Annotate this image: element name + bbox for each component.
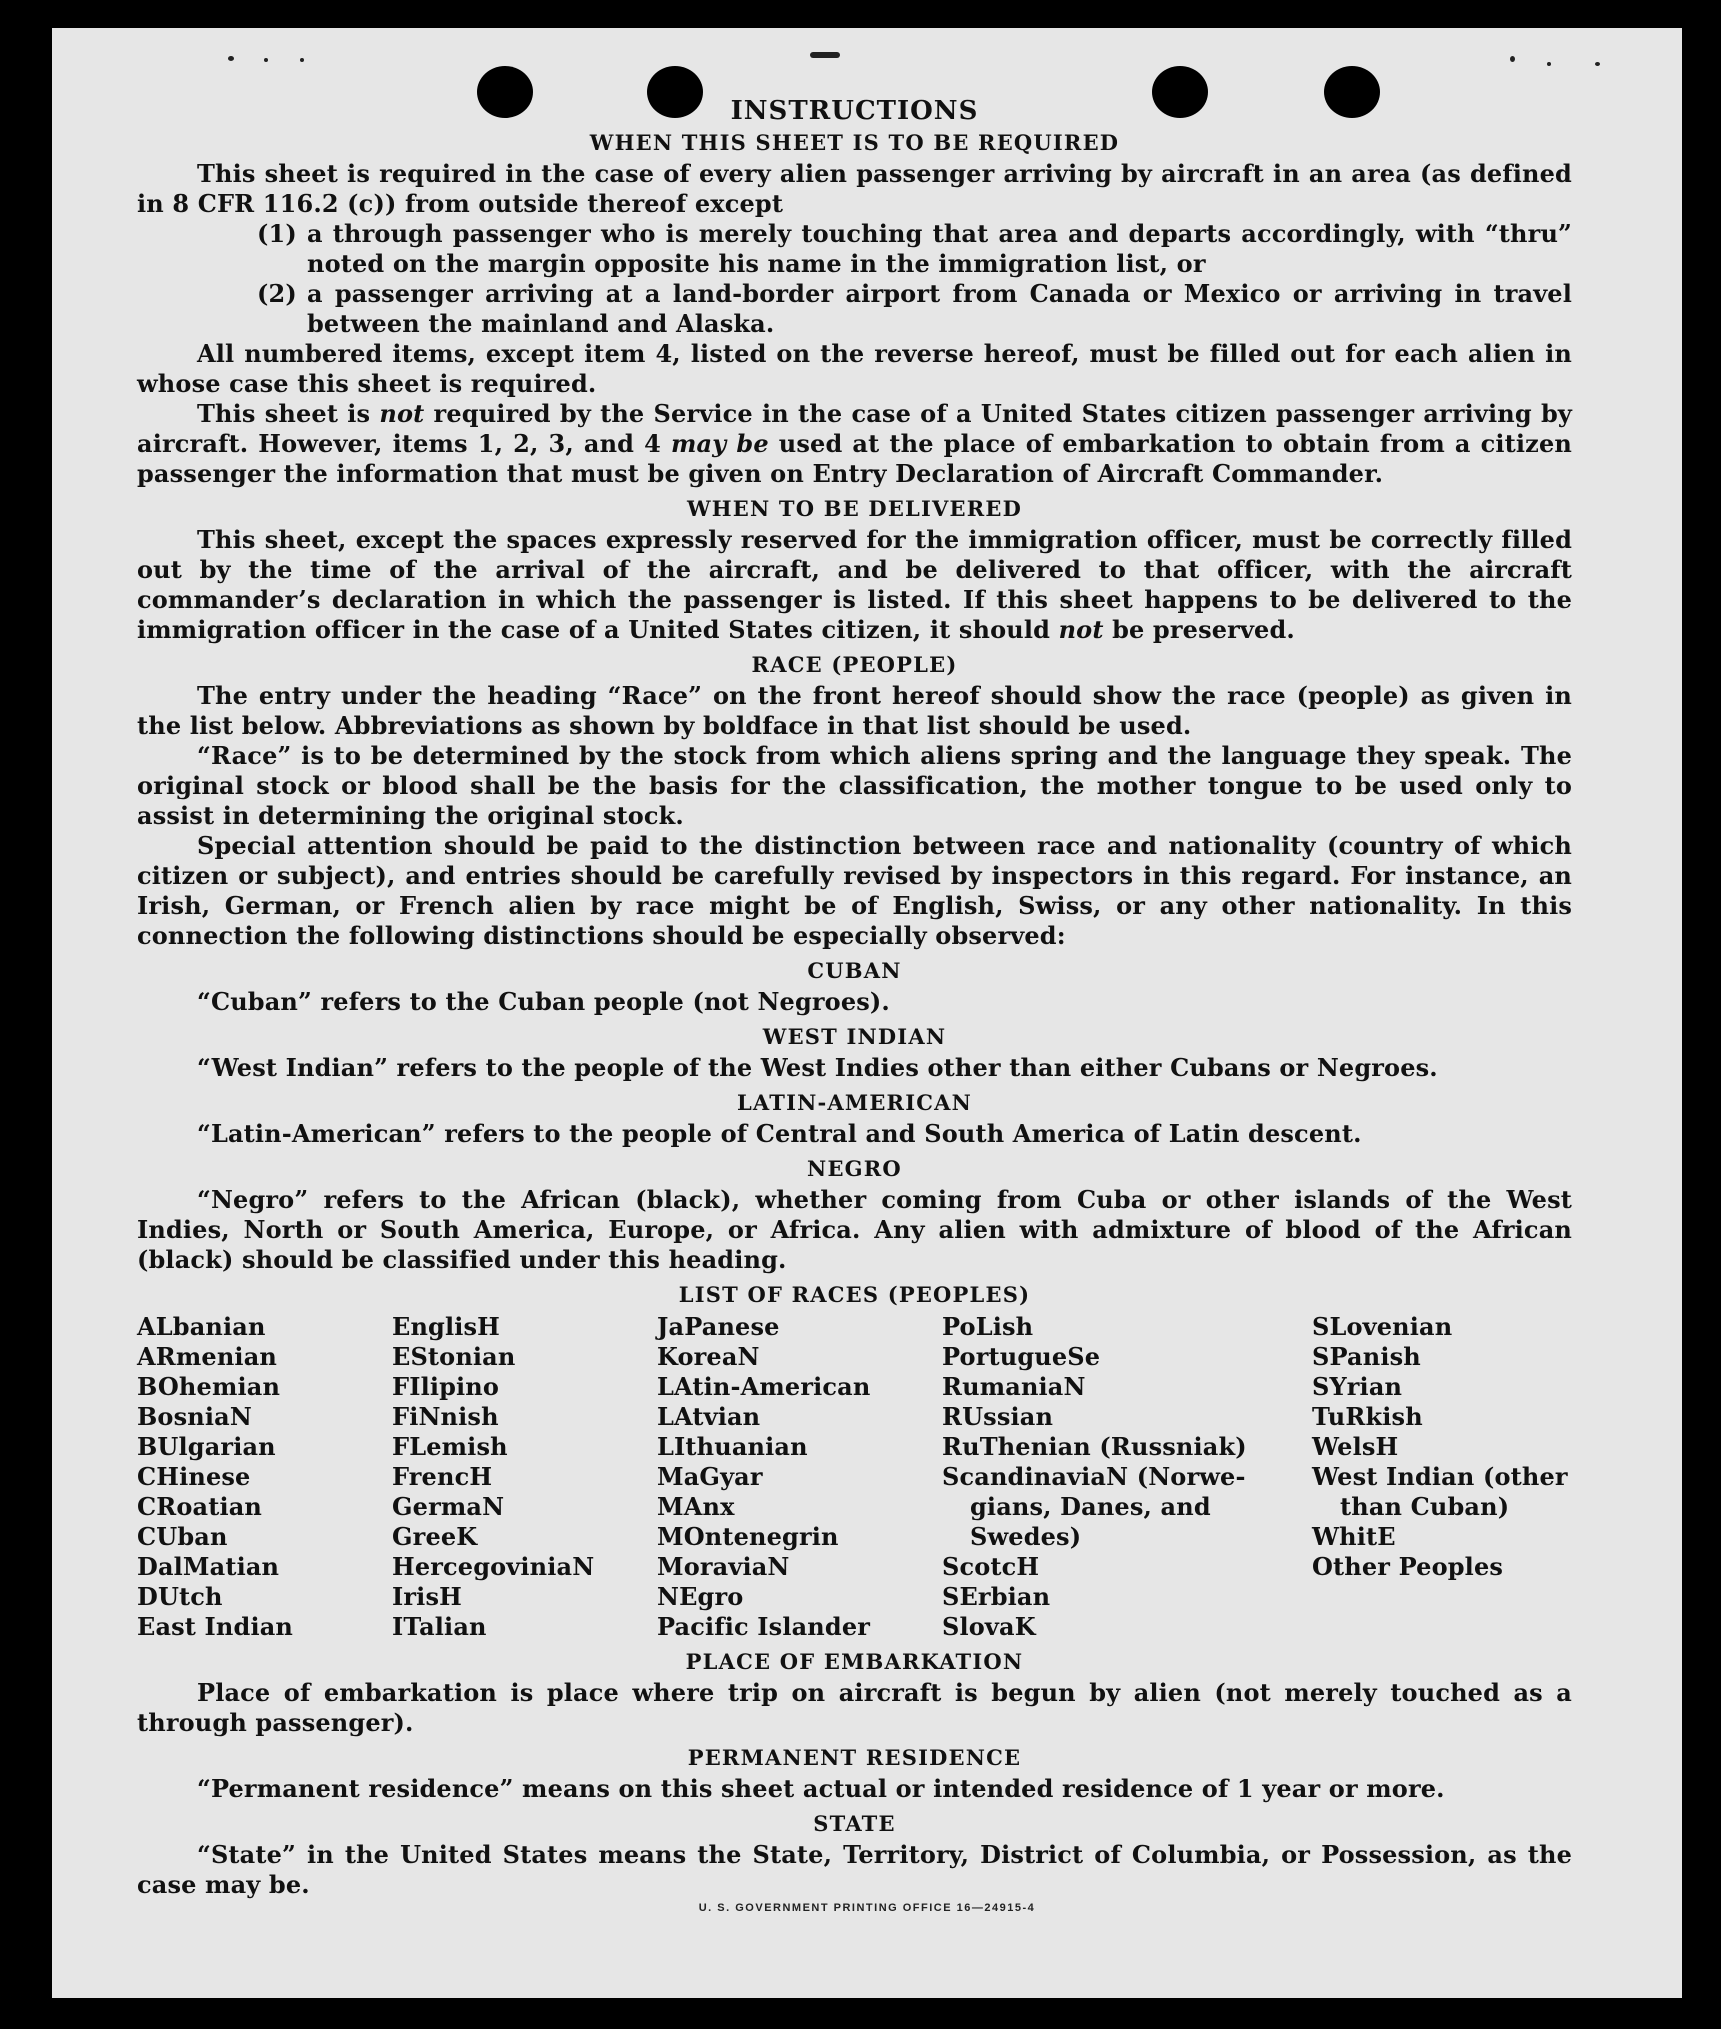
race-paragraph-3: Special attention should be paid to the distinction between race and nationality (country of which citizen or subject), and entries should be carefully revised by inspectors in this regard. For instance, an Irish, German, or French alien by race might be of English, Swiss, or any other nationality. In this connection the following distinctions should be especially observed:	[137, 831, 1572, 950]
latin-american-definition: “Latin-American” refers to the people of Central and South America of Latin descent.	[197, 1119, 1362, 1148]
race-entry: SErbian	[942, 1582, 1051, 1611]
race-entry: SYrian	[1312, 1372, 1403, 1401]
race-entry: RumaniaN	[942, 1372, 1086, 1401]
race-entry: GermaN	[392, 1492, 505, 1521]
race-entry: MaGyar	[657, 1462, 763, 1491]
race-paragraph-1: The entry under the heading “Race” on the front hereof should show the race (people) as given in the list below. Abbreviations as shown by boldface in that list should be used.	[137, 681, 1572, 740]
required-intro: This sheet is required in the case of every alien passenger arriving by aircraft in an area (as defined in 8 CFR 116.2 (c)) from outside thereof except	[137, 159, 1572, 218]
race-entry: TuRkish	[1312, 1402, 1423, 1431]
race-entry: FLemish	[392, 1432, 508, 1461]
race-entry: BosniaN	[137, 1402, 252, 1431]
race-entry: NEgro	[657, 1582, 744, 1611]
races-column-5	[1312, 1312, 1572, 1642]
citizen-paragraph: This sheet is not required by the Service in the case of a United States citizen passenger arriving by aircraft. However, items 1, 2, 3, and 4 may be used at the place of embarkation to obtain from a citizen passenger the information that must be given on Entry Declaration of Aircraft Commander.	[137, 399, 1572, 488]
race-entry: ScotcH	[942, 1552, 1040, 1581]
exception-text: a through passenger who is merely touching that area and departs accordingly, with “thru” noted on the margin opposite his name in the immigration list, or	[307, 219, 1572, 278]
heading-negro: NEGRO	[807, 1156, 902, 1181]
scan-speck	[300, 58, 304, 62]
race-entry: than Cuban)	[1340, 1492, 1510, 1521]
residence-definition: “Permanent residence” means on this sheet actual or intended residence of 1 year or more.	[197, 1774, 1445, 1803]
state-definition: “State” in the United States means the State, Territory, District of Columbia, or Possession, as the case may be.	[137, 1840, 1572, 1899]
cuban-definition: “Cuban” refers to the Cuban people (not Negroes).	[197, 987, 890, 1016]
race-entry: FiNnish	[392, 1402, 499, 1431]
heading-when-delivered: WHEN TO BE DELIVERED	[686, 496, 1022, 521]
exception-text: a passenger arriving at a land-border airport from Canada or Mexico or arriving in travel between the mainland and Alaska.	[307, 279, 1572, 338]
races-column-4	[942, 1312, 1312, 1642]
race-entry: RuThenian (Russniak)	[942, 1432, 1247, 1461]
heading-place-of-embarkation: PLACE OF EMBARKATION	[685, 1649, 1024, 1674]
race-entry: ARmenian	[137, 1342, 277, 1371]
race-entry: JaPanese	[657, 1312, 780, 1341]
race-entry: West Indian (other	[1312, 1462, 1568, 1491]
races-list	[137, 1312, 1572, 1642]
race-entry: BOhemian	[137, 1372, 281, 1401]
race-entry: RUssian	[942, 1402, 1054, 1431]
races-column-1	[137, 1312, 392, 1642]
exception-number: (2)	[257, 279, 297, 308]
race-entry: SLovenian	[1312, 1312, 1453, 1341]
races-column-3	[657, 1312, 942, 1642]
scan-speck	[810, 52, 840, 58]
race-entry: PoLish	[942, 1312, 1034, 1341]
race-entry: MoraviaN	[657, 1552, 790, 1581]
race-entry: CHinese	[137, 1462, 251, 1491]
heading-permanent-residence: PERMANENT RESIDENCE	[687, 1745, 1022, 1770]
heading-state: STATE	[813, 1811, 896, 1836]
race-entry: GreeK	[392, 1522, 478, 1551]
race-entry: WhitE	[1312, 1522, 1396, 1551]
exception-item	[257, 219, 1572, 279]
race-entry: ALbanian	[137, 1312, 266, 1341]
document-page	[52, 28, 1682, 1998]
scan-speck	[1510, 56, 1515, 62]
race-entry: ITalian	[392, 1612, 487, 1641]
race-entry: MAnx	[657, 1492, 735, 1521]
scan-speck	[1595, 62, 1600, 66]
heading-latin-american: LATIN-AMERICAN	[736, 1090, 973, 1115]
race-entry: Pacific Islander	[657, 1612, 871, 1641]
negro-definition: “Negro” refers to the African (black), whether coming from Cuba or other islands of the West Indies, North or South America, Europe, or Africa. Any alien with admixture of blood of the African (black) should be classified under this heading.	[137, 1185, 1572, 1274]
delivered-paragraph: This sheet, except the spaces expressly reserved for the immigration officer, must be correctly filled out by the time of the arrival of the aircraft, and be delivered to that officer, with the aircraft commander’s declaration in which the passenger is listed. If this sheet happens to be delivered to the immigration officer in the case of a United States citizen, it should not be preserved.	[137, 525, 1572, 644]
race-entry: CUban	[137, 1522, 228, 1551]
race-entry: DUtch	[137, 1582, 223, 1611]
race-entry: Other Peoples	[1312, 1552, 1504, 1581]
race-entry: HercegoviniaN	[392, 1552, 595, 1581]
race-entry: BUlgarian	[137, 1432, 276, 1461]
page-title: INSTRUCTIONS	[730, 96, 979, 126]
race-entry: ScandinaviaN (Norwe-	[942, 1462, 1246, 1491]
race-entry: PortugueSe	[942, 1342, 1101, 1371]
numbered-items-paragraph: All numbered items, except item 4, listed on the reverse hereof, must be filled out for each alien in whose case this sheet is required.	[137, 339, 1572, 398]
race-entry: MOntenegrin	[657, 1522, 839, 1551]
printing-office-imprint: U. S. GOVERNMENT PRINTING OFFICE 16—24915-4	[698, 1902, 1036, 1914]
race-entry: IrisH	[392, 1582, 462, 1611]
instructions-content	[137, 96, 1572, 1900]
race-entry: LAtvian	[657, 1402, 761, 1431]
race-entry: SPanish	[1312, 1342, 1421, 1371]
embarkation-definition: Place of embarkation is place where trip on aircraft is begun by alien (not merely touched as a through passenger).	[137, 1678, 1572, 1737]
race-entry: LAtin-American	[657, 1372, 871, 1401]
exception-number: (1)	[257, 219, 297, 248]
west-indian-definition: “West Indian” refers to the people of the West Indies other than either Cubans or Negroes.	[197, 1053, 1438, 1082]
scan-speck	[264, 58, 268, 62]
race-entry: EStonian	[392, 1342, 516, 1371]
race-entry: SlovaK	[942, 1612, 1036, 1641]
race-entry: LIthuanian	[657, 1432, 808, 1461]
race-entry: FIlipino	[392, 1372, 500, 1401]
races-column-2	[392, 1312, 657, 1642]
heading-list-of-races: LIST OF RACES (PEOPLES)	[678, 1282, 1031, 1307]
race-entry: WelsH	[1312, 1432, 1399, 1461]
race-entry: FrencH	[392, 1462, 493, 1491]
race-entry: gians, Danes, and	[970, 1492, 1211, 1521]
race-entry: EnglisH	[392, 1312, 500, 1341]
heading-west-indian: WEST INDIAN	[762, 1024, 947, 1049]
race-paragraph-2: “Race” is to be determined by the stock from which aliens spring and the language they speak. The original stock or blood shall be the basis for the classification, the mother tongue to be used only to assist in determining the original stock.	[137, 741, 1572, 830]
race-entry: Swedes)	[970, 1522, 1082, 1551]
race-entry: KoreaN	[657, 1342, 760, 1371]
heading-cuban: CUBAN	[807, 958, 902, 983]
heading-when-required: WHEN THIS SHEET IS TO BE REQUIRED	[589, 130, 1120, 155]
race-entry: CRoatian	[137, 1492, 263, 1521]
heading-race: RACE (PEOPLE)	[751, 652, 958, 677]
scan-speck	[228, 56, 234, 61]
scan-speck	[1547, 62, 1551, 66]
race-entry: DalMatian	[137, 1552, 280, 1581]
race-entry: East Indian	[137, 1612, 294, 1641]
exception-item	[257, 279, 1572, 339]
